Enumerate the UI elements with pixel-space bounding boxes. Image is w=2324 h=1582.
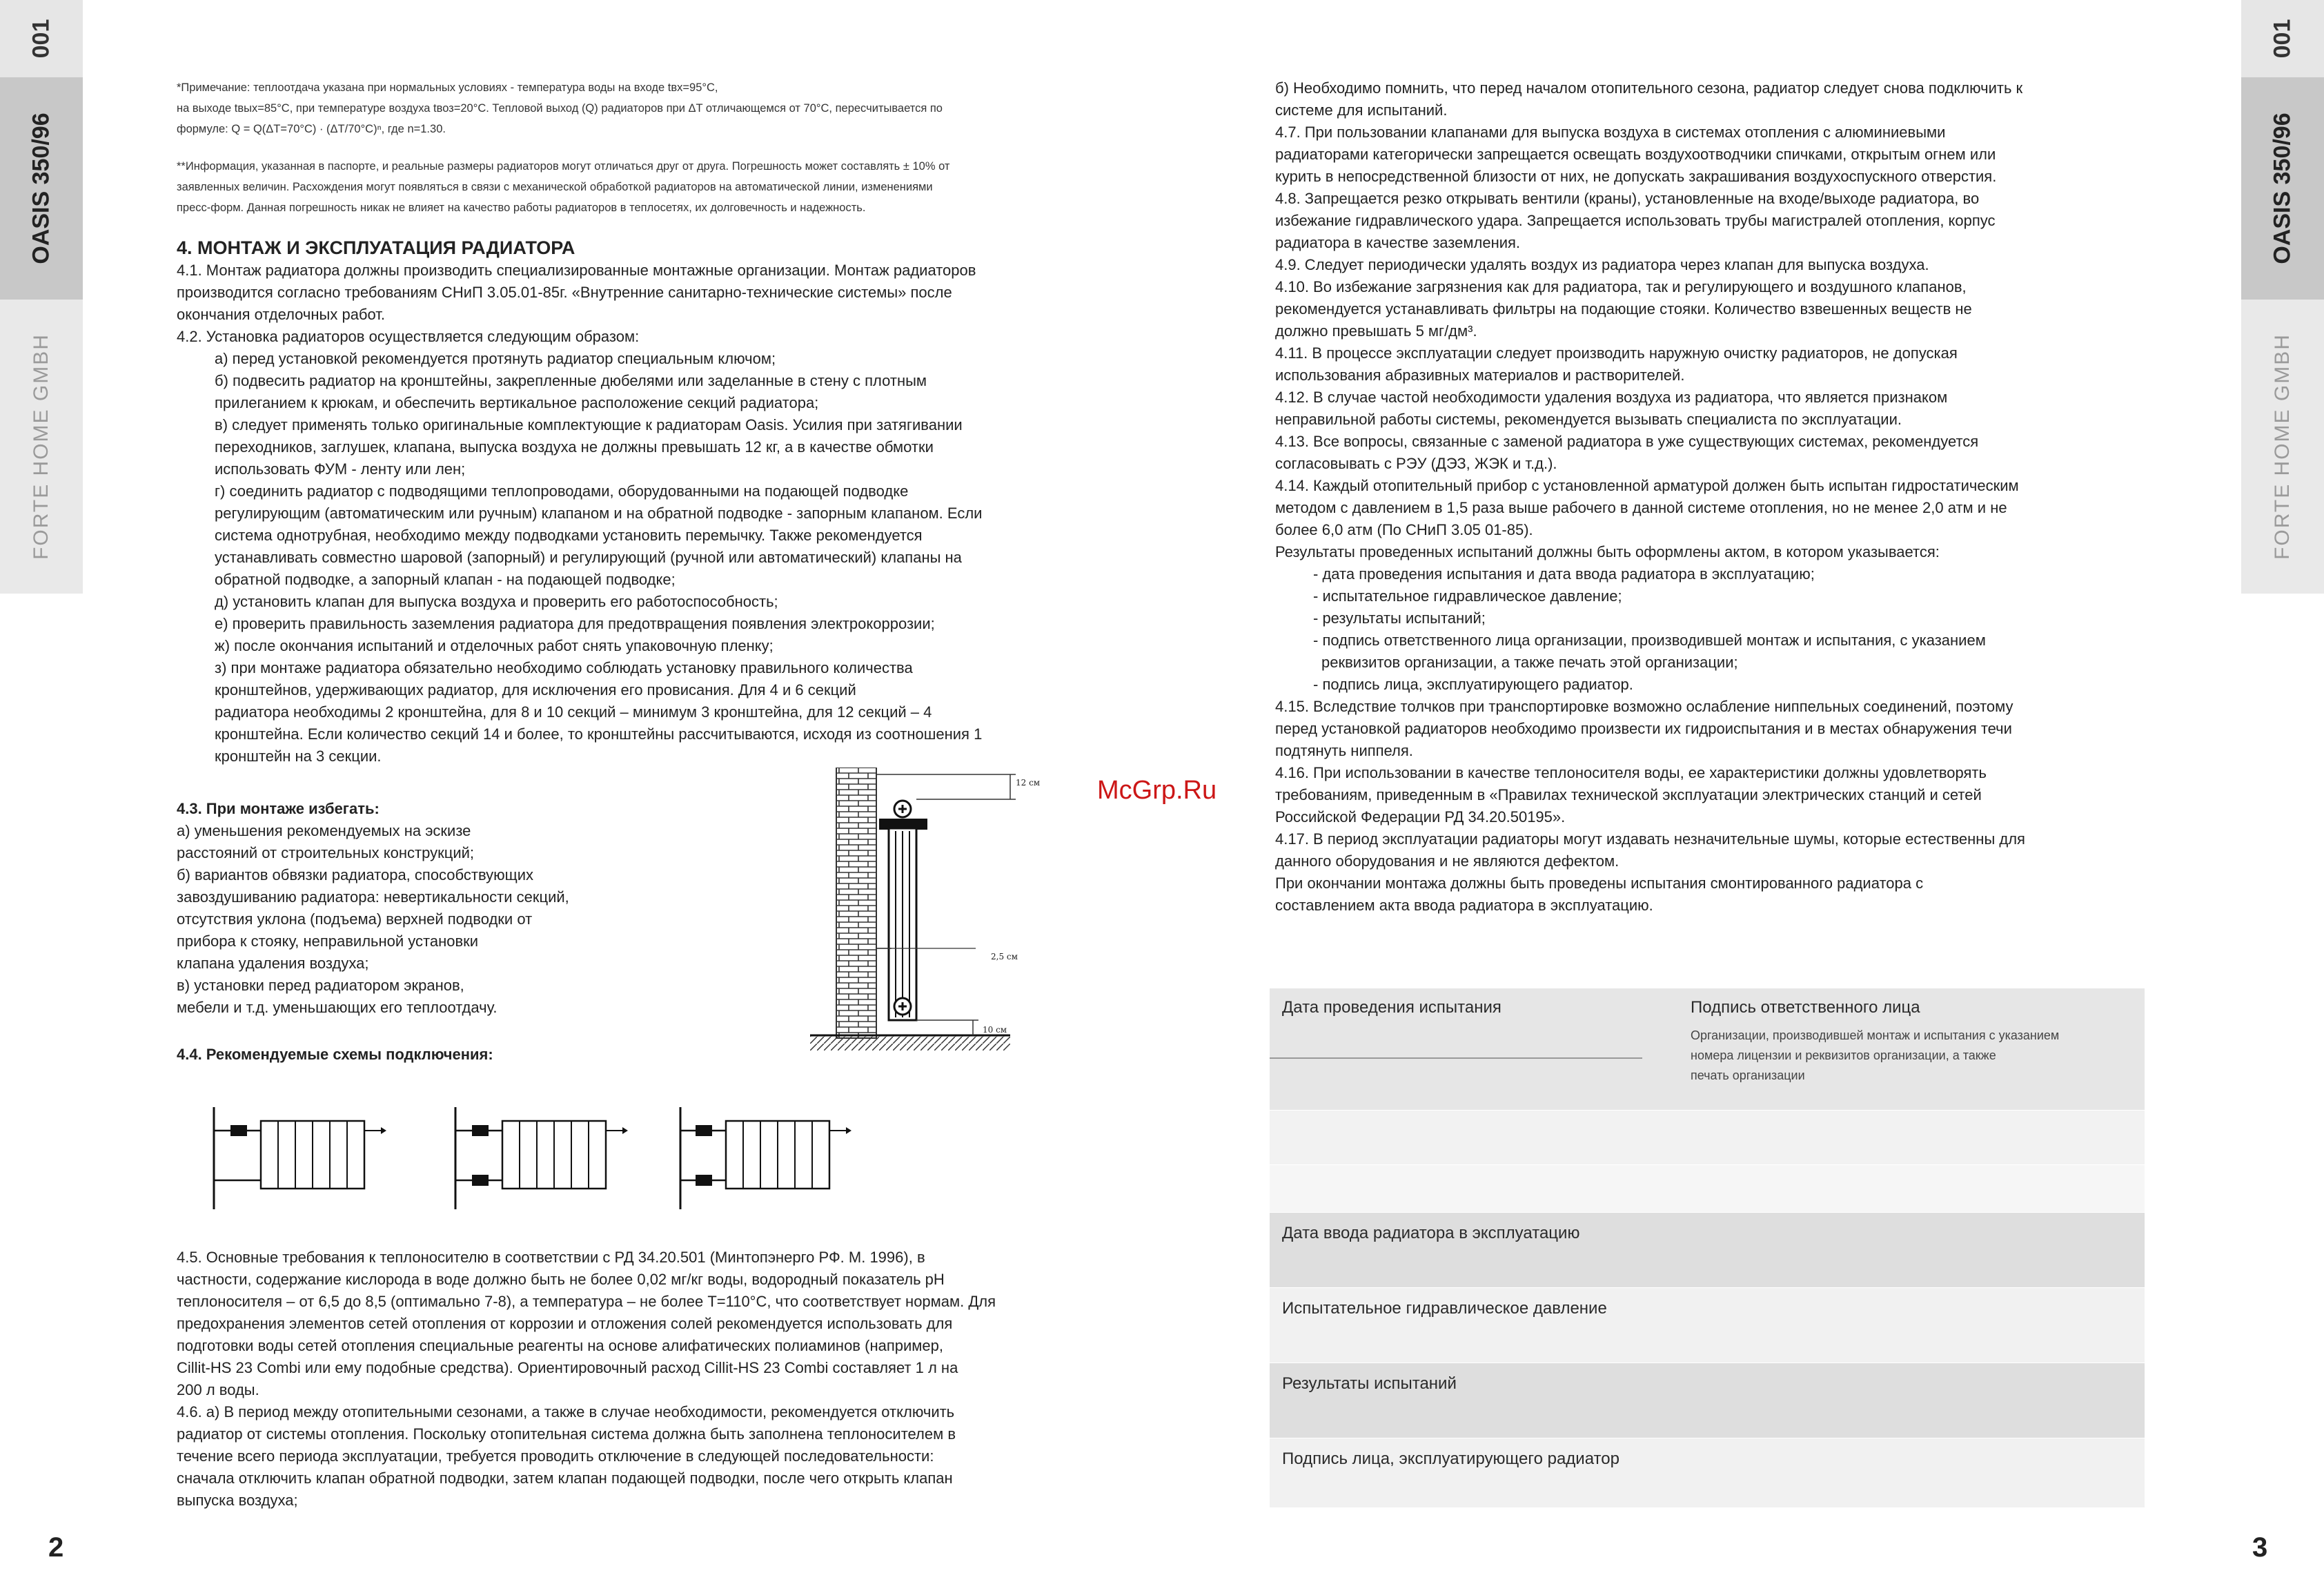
text-line: - испытательное гидравлическое давление;	[1313, 587, 1622, 605]
text-line: завоздушиванию радиатора: невертикальности секций,	[177, 888, 569, 906]
footnote-line: на выходе tвых=85°С, при температуре воздуха tвоз=20°С. Тепловой выход (Q) радиаторов при ΔT отличающемся от 70°С, пересчитывается по	[177, 102, 943, 115]
text-line: 4.15. Вследствие толчков при транспортировке возможно ослабление ниппельных соединений, поэтому	[1275, 698, 2013, 715]
text-line: системе для испытаний.	[1275, 101, 1448, 119]
form-row-blank	[1270, 1165, 2145, 1213]
text-line: теплоносителя – от 6,5 до 8,5 (оптимально 7-8), а температура – не более Т=110°С, что соответствует нормам. Для	[177, 1293, 996, 1310]
text-line: кронштейна. Если количество секций 14 и более, то кронштейны рассчитываются, исходя из соотношения 1	[215, 725, 983, 743]
text-line: При окончании монтажа должны быть проведены испытания смонтированного радиатора с	[1275, 875, 1924, 892]
text-line: б) вариантов обвязки радиатора, способствующих	[177, 866, 534, 883]
text-line: кронштейн на 3 секции.	[215, 748, 382, 765]
signature-sub: номера лицензии и реквизитов организации, а также	[1691, 1048, 1996, 1062]
text-line: Российской Федерации РД 34.20.50195».	[1275, 808, 1566, 826]
brick-wall	[836, 768, 876, 1038]
footnote-line: пресс-форм. Данная погрешность никак не влияет на качество работы радиаторов в теплосетях, их долговечность и надежность.	[177, 202, 866, 214]
text-line: - подпись ответственного лица организации, производившей монтаж и испытания, с указанием	[1313, 632, 1986, 649]
text-line: предохранения элементов сетей отопления от коррозии и отложения солей рекомендуется использовать для	[177, 1315, 953, 1332]
text-line: 4.7. При пользовании клапанами для выпуска воздуха в системах отопления с алюминиевыми	[1275, 124, 1946, 141]
text-line: подготовки воды сетей отопления специальные реагенты на основе алифатических полиаминов (например,	[177, 1337, 943, 1354]
text-line: отсутствия уклона (подъема) верхней подводки от	[177, 910, 533, 928]
text-line: неправильной работы системы, рекомендуется вызывать специалиста по эксплуатации.	[1275, 411, 1902, 428]
text-line: 4.1. Монтаж радиатора должны производить специализированные монтажные организации. Монтаж радиаторов	[177, 262, 976, 279]
text-line: 4.16. При использовании в качестве теплоносителя воды, ее характеристики должны удовлетворять	[1275, 764, 1987, 781]
text-line: з) при монтаже радиатора обязательно необходимо соблюдать установку правильного количества	[215, 659, 913, 676]
text-line: сначала отключить клапан обратной подводки, затем клапан подающей подводки, после чего открыть клапан	[177, 1469, 953, 1487]
text-line: 4.14. Каждый отопительный прибор с установленной арматурой должен быть испытан гидростатическим	[1275, 477, 2019, 494]
footnote-line: заявленных величин. Расхождения могут появляться в связи с механической обработкой радиаторов на автоматической линии, изменениями	[177, 181, 933, 193]
side-tab-right	[2241, 0, 2324, 594]
text-line: в) следует применять только оригинальные комплектующие к радиаторам Oasis. Усилия при затягивании	[215, 416, 963, 433]
text-line: прилеганием к крюкам, и обеспечить вертикальное расположение секций радиатора;	[215, 394, 819, 411]
dim-mid-label: 2,5 см	[991, 952, 1018, 961]
text-line: мебели и т.д. уменьшающих его теплоотдачу.	[177, 999, 498, 1016]
text-line: - дата проведения испытания и дата ввода радиатора в эксплуатацию;	[1313, 565, 1815, 583]
text-line: 4.10. Во избежание загрязнения как для радиатора, так и регулирующего и воздушного клапанов,	[1275, 278, 1967, 295]
text-line: окончания отделочных работ.	[177, 306, 386, 323]
footnote-line: **Информация, указанная в паспорте, и реальные размеры радиаторов могут отличаться друг от друга. Погрешность может составлять ± 10% от	[177, 160, 950, 173]
text-line: 4.6. а) В период между отопительными сезонами, а также в случае необходимости, рекомендуется отключить	[177, 1403, 955, 1420]
side-tab-left	[0, 0, 83, 594]
right-page-content	[1275, 77, 2145, 917]
text-line: перед установкой радиаторов необходимо произвести их гидроиспытания и в местах обнаружения течи	[1275, 720, 2012, 737]
connection-schemes	[207, 1099, 863, 1216]
text-line: 4.17. В период эксплуатации радиаторы могут издавать незначительные шумы, которые естественны для	[1275, 830, 2025, 848]
watermark: McGrp.Ru	[1097, 776, 1217, 805]
text-line: курить в непосредственной близости от них, не допускать закрашивания воздухоспускного отверстия.	[1275, 168, 1997, 185]
text-line: методом с давлением в 1,5 раза выше рабочего в данной системе отопления, но не менее 2,0 атм и не	[1275, 499, 2007, 516]
text-line: составлением акта ввода радиатора в эксплуатацию.	[1275, 897, 1653, 914]
text-line: 4.13. Все вопросы, связанные с заменой радиатора в уже существующих системах, рекомендуется	[1275, 433, 1979, 450]
tab-model-block	[0, 77, 83, 300]
form-row-blank	[1270, 1111, 2145, 1165]
tab-model: OASIS 350/96	[28, 113, 55, 264]
signature-block	[1691, 998, 2059, 1086]
form-row-results	[1270, 1363, 2145, 1438]
floor-hatch	[810, 1035, 1010, 1051]
text-line: ж) после окончания испытаний и отделочных работ снять упаковочную пленку;	[215, 637, 774, 654]
footnote-line: *Примечание: теплоотдача указана при нормальных условиях - температура воды на входе tвх=95°С,	[177, 81, 718, 94]
text-line: реквизитов организации, а также печать этой организации;	[1321, 654, 1738, 671]
text-line: радиаторами категорически запрещается освещать воздухоотводчики спичками, открытым огнем или	[1275, 146, 1996, 163]
installation-diagram	[810, 768, 1065, 1064]
text-line: б) Необходимо помнить, что перед началом отопительного сезона, радиатор следует снова подключить к	[1275, 79, 2023, 97]
text-line: а) уменьшения рекомендуемых на эскизе	[177, 822, 471, 839]
subsection-title: 4.3. При монтаже избегать:	[177, 800, 380, 817]
text-line: данного оборудования и не являются дефектом.	[1275, 852, 1619, 870]
tab-brand-block	[0, 300, 83, 594]
text-line: регулирующим (автоматическим или ручным) клапаном и на обратной подводке - запорным клапаном. Если	[215, 505, 983, 522]
form-row-commission	[1270, 1213, 2145, 1288]
tab-model-block	[2241, 77, 2324, 300]
scheme-2	[455, 1107, 628, 1209]
text-line: б) подвесить радиатор на кронштейны, закрепленные дюбелями или заделанные в стену с плотным	[215, 372, 927, 389]
text-line: течение всего периода эксплуатации, требуется проводить отключение в следующей последовательности:	[177, 1447, 934, 1465]
text-line: использования абразивных материалов и растворителей.	[1275, 367, 1685, 384]
page-number-right: 3	[2252, 1532, 2268, 1563]
text-line: подтянуть ниппеля.	[1275, 742, 1413, 759]
text-line: рекомендуется устанавливать фильтры на подающие стояки. Количество взвешенных веществ не	[1275, 300, 1972, 318]
tab-brand: FORTE HOME GMBH	[2271, 333, 2294, 560]
text-line: г) соединить радиатор с подводящими теплопроводами, оборудованными на подающей подводке	[215, 482, 909, 500]
form-row-header	[1270, 988, 2145, 1111]
text-line: требованиям, приведенным в «Правилах технической эксплуатации электрических станций и сетей	[1275, 786, 1982, 803]
text-line: система однотрубная, необходимо между подводками установить перемычку. Также рекомендуется	[215, 527, 923, 544]
subsection-title: 4.4. Рекомендуемые схемы подключения:	[177, 1046, 493, 1063]
text-line: 4.2. Установка радиаторов осуществляется следующим образом:	[177, 328, 640, 345]
footnote-line: формуле: Q = Q(ΔT=70°C) · (ΔT/70°C)ⁿ, где n=1.30.	[177, 123, 446, 135]
scheme-3	[680, 1107, 851, 1209]
s45-body	[177, 1247, 1129, 1512]
page-number-left: 2	[48, 1532, 64, 1563]
text-line: д) установить клапан для выпуска воздуха и проверить его работоспособность;	[215, 593, 778, 610]
text-line: радиатора в качестве заземления.	[1275, 234, 1521, 251]
text-line: 4.11. В процессе эксплуатации следует производить наружную очистку радиаторов, не допуская	[1275, 344, 1958, 362]
tab-brand: FORTE HOME GMBH	[30, 333, 52, 560]
section-title: 4. МОНТАЖ И ЭКСПЛУАТАЦИЯ РАДИАТОРА	[177, 237, 575, 258]
signature-sub: печать организации	[1691, 1068, 1805, 1082]
text-line: использовать ФУМ - ленту или лен;	[215, 460, 466, 478]
text-line: кронштейнов, удерживающих радиатор, для исключения его провисания. Для 4 и 6 секций	[215, 681, 856, 699]
text-line: Cillit-HS 23 Combi или ему подобные средства). Ориентировочный расход Cillit-HS 23 Combi составляет 1 л на	[177, 1359, 958, 1376]
text-line: согласовывать с РЭУ (ДЭЗ, ЖЭК и т.д.).	[1275, 455, 1557, 472]
operator-sig-label: Подпись лица, эксплуатирующего радиатор	[1282, 1449, 1619, 1468]
tab-code-block	[2241, 0, 2324, 77]
results-label: Результаты испытаний	[1282, 1374, 1457, 1393]
text-line: выпуска воздуха;	[177, 1492, 298, 1509]
text-line: Результаты проведенных испытаний должны быть оформлены актом, в котором указывается:	[1275, 543, 1940, 560]
test-report-form	[1270, 988, 2145, 1508]
text-line: в) установки перед радиатором экранов,	[177, 977, 464, 994]
text-line: обратной подводке, а запорный клапан - на подающей подводке;	[215, 571, 676, 588]
form-row-operator	[1270, 1438, 2145, 1508]
text-line: прибора к стояку, неправильной установки	[177, 932, 479, 950]
form-row-pressure	[1270, 1288, 2145, 1363]
dim-top-label: 12 см	[1016, 778, 1041, 788]
text-line: 4.5. Основные требования к теплоносителю в соответствии с РД 34.20.501 (Минтопэнерго РФ. М. 1996), в	[177, 1249, 925, 1266]
text-line: - подпись лица, эксплуатирующего радиатор.	[1313, 676, 1633, 693]
tab-code-block	[0, 0, 83, 77]
section4-body	[177, 260, 1129, 768]
text-line: е) проверить правильность заземления радиатора для предотвращения появления электрокоррозии;	[215, 615, 935, 632]
text-line: а) перед установкой рекомендуется протянуть радиатор специальным ключом;	[215, 350, 776, 367]
scheme-1	[214, 1107, 386, 1209]
text-line: расстояний от строительных конструкций;	[177, 844, 475, 861]
text-line: должно превышать 5 мг/дм³.	[1275, 322, 1477, 340]
tab-code: 001	[28, 19, 55, 59]
text-line: 200 л воды.	[177, 1381, 259, 1398]
signature-resp-label: Подпись ответственного лица	[1691, 998, 1920, 1017]
tab-code: 001	[2269, 19, 2296, 59]
text-line: устанавливать совместно шаровой (запорный) и регулирующий (ручной или автоматический) клапаны на	[215, 549, 962, 566]
dim-bottom-label: 10 см	[983, 1025, 1007, 1035]
tab-brand-block	[2241, 300, 2324, 594]
date-test-label: Дата проведения испытания	[1282, 998, 1501, 1017]
text-line: более 6,0 атм (По СНиП 3.05 01-85).	[1275, 521, 1533, 538]
text-line: радиатора необходимы 2 кронштейна, для 8 и 10 секций – минимум 3 кронштейна, для 12 секций – 4	[215, 703, 932, 721]
tab-model: OASIS 350/96	[2269, 113, 2296, 264]
text-line: 4.8. Запрещается резко открывать вентили (краны), установленные на входе/выходе радиатора, во	[1275, 190, 1980, 207]
text-line: радиатор от системы отопления. Поскольку отопительная система должна быть заполнена теплоносителем в	[177, 1425, 956, 1443]
text-line: переходников, заглушек, клапана, выпуска воздуха не должны превышать 12 кг, а в качестве обмотки	[215, 438, 934, 456]
text-line: - результаты испытаний;	[1313, 609, 1486, 627]
text-line: 4.9. Следует периодически удалять воздух из радиатора через клапан для выпуска воздуха.	[1275, 256, 1929, 273]
divider	[1270, 1057, 1642, 1059]
text-line: производится согласно требованиям СНиП 3.05.01-85г. «Внутренние санитарно-технические системы» после	[177, 284, 952, 301]
text-line: избежание гидравлического удара. Запрещается использовать трубы магистралей отопления, корпус	[1275, 212, 1996, 229]
text-line: клапана удаления воздуха;	[177, 955, 369, 972]
text-line: 4.12. В случае частой необходимости удаления воздуха из радиатора, что является признаком	[1275, 389, 1948, 406]
pressure-label: Испытательное гидравлическое давление	[1282, 1299, 1607, 1318]
text-line: частности, содержание кислорода в воде должно быть не более 0,02 мг/кг воды, водородный показатель pH	[177, 1271, 945, 1288]
signature-sub: Организации, производившей монтаж и испытания с указанием	[1691, 1028, 2060, 1042]
date-commission-label: Дата ввода радиатора в эксплуатацию	[1282, 1224, 1580, 1242]
